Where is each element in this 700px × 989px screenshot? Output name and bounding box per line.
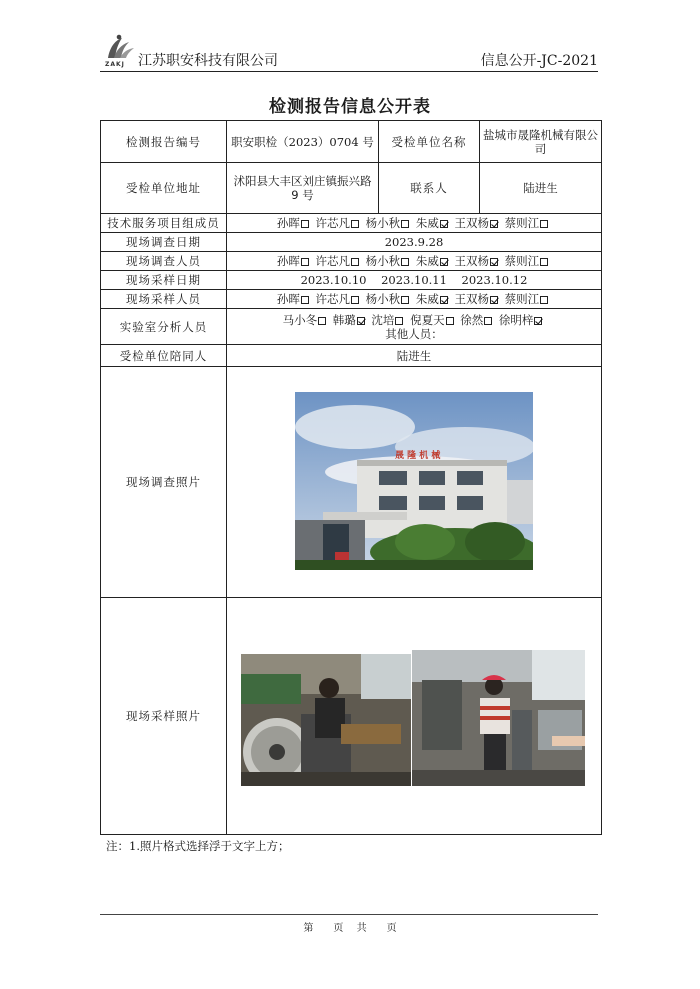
sample-staff-list: [227, 290, 602, 309]
staff-name: 沈培: [371, 312, 395, 327]
staff-name: 朱威: [415, 216, 439, 230]
sampling-photo-2: [412, 650, 585, 786]
staff-entry: [277, 254, 312, 268]
staff-entry: [505, 254, 552, 268]
footer-pages: 页: [386, 923, 397, 934]
unchecked-checkbox: [301, 220, 309, 228]
unchecked-checkbox: [540, 296, 548, 304]
lab-cell: [227, 309, 602, 345]
contact-label: 联系人: [379, 163, 480, 214]
info-table: [100, 120, 602, 835]
address-label: 受检单位地址: [101, 163, 227, 214]
staff-name: 王双杨: [454, 254, 489, 268]
staff-entry: [366, 254, 413, 268]
staff-name: 杨小秋: [365, 254, 401, 268]
unchecked-checkbox: [540, 258, 548, 266]
staff-entry: [454, 292, 501, 306]
contact-value: 陆进生: [480, 163, 602, 214]
sample-date-label: 现场采样日期: [101, 271, 227, 290]
survey-photo: [295, 392, 533, 570]
staff-entry: [316, 254, 363, 268]
staff-entry: [277, 292, 312, 306]
staff-name: 马小冬: [282, 312, 318, 327]
staff-name: 孙晖: [276, 254, 300, 268]
lab-label: 实验室分析人员: [101, 309, 227, 345]
staff-name: 朱威: [415, 292, 439, 306]
header-divider: [100, 71, 598, 72]
footer-of: 页 共: [333, 923, 367, 934]
staff-name: 蔡则江: [504, 216, 540, 230]
staff-name: 孙晖: [276, 216, 300, 230]
unchecked-checkbox: [351, 296, 359, 304]
staff-name: 杨小秋: [365, 216, 401, 230]
checked-checkbox: [534, 317, 542, 325]
survey-date-label: 现场调查日期: [101, 233, 227, 252]
checked-checkbox: [440, 258, 448, 266]
staff-name: 许芯凡: [315, 254, 351, 268]
company-name: 江苏职安科技有限公司: [138, 53, 278, 69]
row-address: [101, 163, 602, 214]
staff-name: 徐明梓: [498, 312, 534, 327]
staff-entry: [416, 254, 451, 268]
sampling-photo-1: [241, 654, 411, 786]
survey-date-value: 2023.9.28: [227, 233, 602, 252]
staff-name: 王双杨: [454, 216, 489, 230]
checked-checkbox: [490, 296, 498, 304]
report-no-value: 职安职检（2023）0704 号: [227, 121, 379, 163]
staff-entry: [499, 313, 546, 327]
checked-checkbox: [490, 220, 498, 228]
staff-name: 倪夏天: [410, 312, 445, 327]
unchecked-checkbox: [446, 317, 454, 325]
unchecked-checkbox: [401, 296, 409, 304]
report-no-label: 检测报告编号: [101, 121, 227, 163]
staff-name: 许芯凡: [315, 216, 351, 230]
row-team: [101, 214, 602, 233]
unchecked-checkbox: [301, 258, 309, 266]
unchecked-checkbox: [351, 258, 359, 266]
unchecked-checkbox: [318, 317, 326, 325]
sample-photo-cell: [227, 598, 602, 835]
checked-checkbox: [490, 258, 498, 266]
staff-name: 徐然: [460, 312, 484, 327]
unchecked-checkbox: [395, 317, 403, 325]
row-lab: [101, 309, 602, 345]
staff-name: 蔡则江: [504, 292, 540, 306]
staff-name: 孙晖: [276, 292, 300, 306]
staff-entry: [460, 313, 495, 327]
survey-photo-label: 现场调查照片: [101, 367, 227, 598]
staff-entry: [505, 292, 552, 306]
page-header: [100, 32, 598, 72]
escort-value: 陆进生: [227, 345, 602, 367]
unchecked-checkbox: [301, 296, 309, 304]
staff-entry: [371, 313, 406, 327]
row-survey-staff: [101, 252, 602, 271]
staff-entry: [316, 216, 363, 230]
staff-entry: [283, 313, 330, 327]
unchecked-checkbox: [351, 220, 359, 228]
sample-staff-label: 现场采样人员: [101, 290, 227, 309]
staff-name: 蔡则江: [504, 254, 540, 268]
row-sample-staff: [101, 290, 602, 309]
document-code: 信息公开-JC-2021: [480, 53, 598, 69]
staff-entry: [366, 292, 413, 306]
staff-entry: [416, 292, 451, 306]
footer-divider: [100, 914, 598, 915]
staff-name: 杨小秋: [365, 292, 401, 306]
footer-page: 第: [303, 923, 314, 934]
team-label: 技术服务项目组成员: [101, 214, 227, 233]
staff-entry: [277, 216, 312, 230]
page-title: 检测报告信息公开表: [269, 97, 431, 117]
unchecked-checkbox: [401, 220, 409, 228]
staff-entry: [410, 313, 457, 327]
sample-date-value: 2023.10.10 2023.10.11 2023.10.12: [227, 271, 602, 290]
staff-name: 韩璐: [332, 312, 356, 327]
survey-staff-list: [227, 252, 602, 271]
footnote: 注：1.照片格式选择浮于文字上方；: [106, 839, 290, 853]
unchecked-checkbox: [540, 220, 548, 228]
unchecked-checkbox: [484, 317, 492, 325]
row-sample-date: [101, 271, 602, 290]
survey-staff-label: 现场调查人员: [101, 252, 227, 271]
survey-photo-cell: [227, 367, 602, 598]
logo-text: ZAKJ: [105, 61, 125, 68]
staff-name: 王双杨: [454, 292, 489, 306]
page-footer: [0, 919, 700, 934]
row-survey-date: [101, 233, 602, 252]
staff-entry: [366, 216, 413, 230]
staff-entry: [454, 216, 501, 230]
checked-checkbox: [357, 317, 365, 325]
row-survey-photo: [101, 367, 602, 598]
staff-entry: [333, 313, 368, 327]
team-staff-list: [227, 214, 602, 233]
lab-staff-list: [229, 313, 599, 327]
escort-label: 受检单位陪同人: [101, 345, 227, 367]
sample-photo-label: 现场采样照片: [101, 598, 227, 835]
checked-checkbox: [440, 220, 448, 228]
staff-entry: [316, 292, 363, 306]
photo-building-sign: 晟 隆 机 械: [395, 451, 441, 461]
staff-entry: [505, 216, 552, 230]
unchecked-checkbox: [401, 258, 409, 266]
staff-name: 许芯凡: [315, 292, 351, 306]
unit-name-label: 受检单位名称: [379, 121, 480, 163]
row-sample-photo: [101, 598, 602, 835]
address-value: 沭阳县大丰区刘庄镇振兴路 9 号: [227, 163, 379, 214]
staff-entry: [416, 216, 451, 230]
lab-others: 其他人员：: [385, 326, 443, 341]
checked-checkbox: [440, 296, 448, 304]
unit-name-value: 盐城市晟隆机械有限公司: [480, 121, 602, 163]
row-report-no: [101, 121, 602, 163]
row-escort: [101, 345, 602, 367]
staff-entry: [454, 254, 501, 268]
staff-name: 朱威: [415, 254, 439, 268]
